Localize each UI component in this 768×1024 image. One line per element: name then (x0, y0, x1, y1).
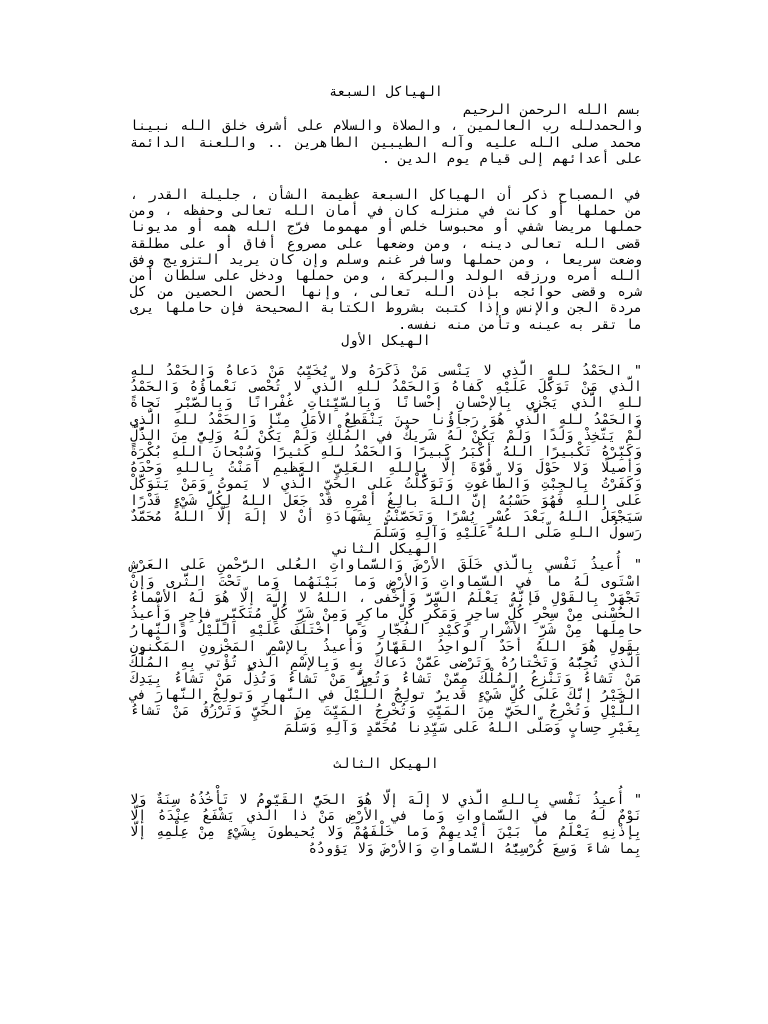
section-heading-3: الهيكل الثالث (333, 755, 439, 772)
basmala: بسم الله الرحمن الرحيم (463, 102, 642, 119)
document-title: الهياكل السبعة (329, 84, 443, 100)
section-heading-1: الهيكل الأول (341, 332, 431, 349)
section-text-1: " الحَمْدُ للهِ الَّذي لا يَنْسى مَنْ ذَكَرَهُ ولا يُخَيِّبُ مَنْ دَعاهُ وَالحَمْدُ للهِ الَّذي مَنْ تَوَكَّلَ عَلَيْهِ كَفاهُ وَالحَمْدُ للهِ الَّذي لا تُحْصى نَعْماؤُهُ وَالحَمْدُ للهِ الَّذي يَجْزي بِالإحْسانِ إحْسانًا وَبِالسَّيِّئاتِ غُفْرانًا وَبِالصَّبْرِ نَجاةً وَالحَمْدُ للهِ الَّذي هُوَ رَجاؤُنا حينَ يَنْقَطِعُ الأمَلُ مِنّا وَالحَمْدُ للهِ الَّذي لَمْ يَتَّخِذْ وَلَدًا وَلَمْ يَكُنْ لَهُ شَريكٌ في المُلْكِ وَلَمْ يَكُنْ لَهُ وَلِيٌّ مِنَ الذُّلِّ وَكَبِّرْهُ تَكْبيرًا اللهُ أكْبَرُ كَبيرًا وَالحَمْدُ للهِ كَثيرًا وَسُبْحانَ اللهِ بُكْرَةً وَأصيلًا وَلا حَوْلَ وَلا قُوَّةَ إلّا بِاللهِ العَلِيِّ العَظيمِ آمَنْتُ بِاللهِ وَحْدَهُ وَكَفَرْتُ بِالجِبْتِ وَالطّاغوتِ وَتَوَكَّلْتُ عَلى الحَيِّ الَّذي لا يَموتُ وَمَنْ يَتَوَكَّلْ عَلى اللهِ فَهُوَ حَسْبُهُ إنَّ اللهَ بالِغُ أمْرِهِ قَدْ جَعَلَ اللهُ لِكُلِّ شَيْءٍ قَدْرًا سَيَجْعَلُ اللهُ بَعْدَ عُسْرٍ يُسْرًا وَتَحَصَّنْتُ بِشَهادَةِ أنْ لا إلَهَ إلّا اللهُ مُحَمَّدٌ رَسولُ اللهِ صَلّى اللهُ عَلَيْهِ وَآلِهِ وَسَلَّمَ (130, 363, 642, 542)
intro-paragraph: في المصباح ذكر أن الهياكل السبعة عظيمة الشأن ، جليلة القدر ، من حملها أو كانت في منزله كان في أمان الله تعالى وحفظه ، ومن حملها مريضا شفي أو محبوسا خلص أو مهموما فرّج الله همه أو مديونا قضى الله تعالى دينه ، ومن وضعها على مصروع أفاق أو على مطلقة وضعت سريعا ، ومن حملها وسافر غنم وسلم وإن كان يريد التزويج وفق الله أمره ورزقه الولد والبركة ، ومن حملها ودخل على سلطان أمن شره وقضى حوائجه بإذن الله تعالى ، وإنها الحصن الحصين من كل مردة الجن والإنس وإذا كتبت بشروط الكتابة الصحيحة فإن حاملها يرى ما تقر به عينه وتأمن منه نفسه. (130, 187, 642, 333)
section-text-2: " أُعيذُ نَفْسي بِالَّذي خَلَقَ الأرْضَ وَالسَّماواتِ العُلى الرَّحْمنِ عَلى العَرْشِ اسْتَوى لَهُ ما في السَّماواتِ وَالأرْضِ وَما بَيْنَهُما وَما تَحْتَ الثَّرى وَإنْ تَجْهَرْ بِالقَوْلِ فَإنَّهُ يَعْلَمُ السِّرَّ وَأخْفى ، اللهُ لا إلَهَ إلّا هُوَ لَهُ الأسْماءُ الحُسْنى مِنْ سِحْرِ كُلِّ ساحِرٍ وَمَكْرِ كُلِّ ماكِرٍ وَمِنْ شَرِّ كُلِّ مُتَكَبِّرٍ فاجِرٍ وَأُعيذُ حامِلَها مِنْ شَرِّ الأشْرارِ وَكَيْدِ الفُجّارِ وَما اخْتَلَفَ عَلَيْهِ اللَّيْلُ وَالنَّهارُ بِقَولِ هُوَ اللهُ أحَدٌ الواحِدُ القَهّارُ وَأُعيذُ بِالإسْمِ المَخْزونِ المَكْنونِ الَّذي تُحِبُّهُ وَتَخْتارُهُ وَتَرْضى عَمَّنْ دَعاكَ بِهِ وَبِالإسْمِ الَّذي تُؤْتي بِهِ المُلْكَ مَنْ تَشاءُ وَتَنْزِعُ المُلْكَ مِمَّنْ تَشاءُ وَتُعِزُّ مَنْ تَشاءُ وَتُذِلُّ مَنْ تَشاءُ بِيَدِكَ الخَيْرُ إنَّكَ عَلى كُلِّ شَيْءٍ قَديرٌ تولِجُ اللَّيْلَ في النَّهارِ وَتولِجُ النَّهارَ في اللَّيْلِ وَتُخْرِجُ الحَيَّ مِنَ المَيِّتِ وَتُخْرِجُ المَيِّتَ مِنَ الحَيِّ وَتَرْزُقُ مَنْ تَشاءُ بِغَيْرِ حِسابٍ وَصَلّى اللهُ عَلى سَيِّدِنا مُحَمَّدٍ وَآلِهِ وَسَلَّمَ (130, 557, 642, 736)
section-heading-2: الهيكل الثاني (333, 541, 439, 558)
section-text-3: " أُعيذُ نَفْسي بِاللهِ الَّذي لا إلَهَ إلّا هُوَ الحَيُّ القَيّومُ لا تَأْخُذُهُ سِنَةٌ وَلا نَوْمٌ لَهُ ما في السَّماواتِ وَما في الأرْضِ مَنْ ذا الَّذي يَشْفَعُ عِنْدَهُ إلّا بِإذْنِهِ يَعْلَمُ ما بَيْنَ أيْديهِمْ وَما خَلْفَهُمْ وَلا يُحيطونَ بِشَيْءٍ مِنْ عِلْمِهِ إلّا بِما شاءَ وَسِعَ كُرْسِيُّهُ السَّماواتِ وَالأرْضَ وَلا يَؤودُهُ (130, 791, 642, 857)
preface-paragraph: والحمدلله رب العالمين ، والصلاة والسلام على أشرف خلق الله نبينا محمد صلى الله عليه وآله الطيبين الطاهرين .. واللعنة الدائمة على أعدائهم إلى قيام يوم الدين . (130, 118, 642, 167)
document-body (130, 84, 642, 857)
